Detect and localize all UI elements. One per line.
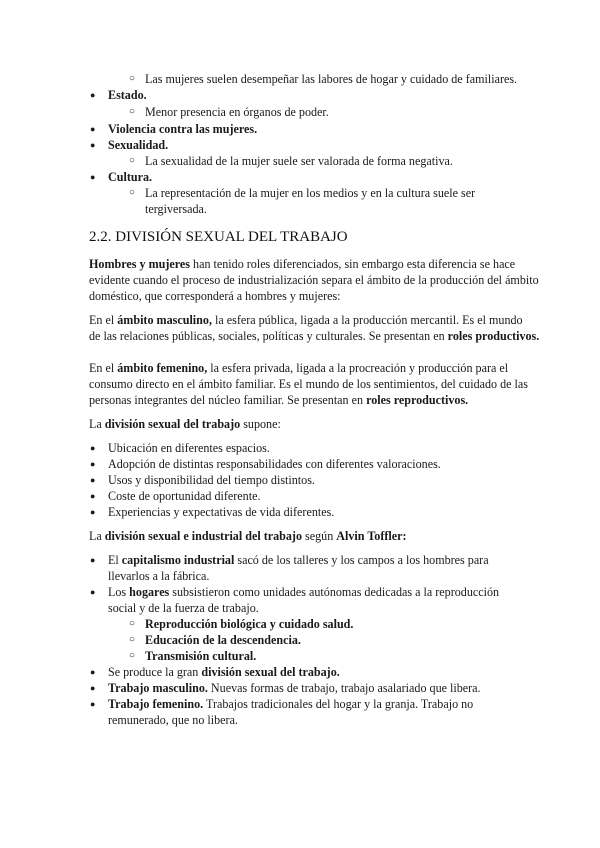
- bold-text: capitalismo industrial: [121, 553, 235, 567]
- bold-text: Trabajo femenino.: [108, 697, 204, 711]
- bullet-disc-icon: ●: [90, 443, 96, 453]
- text-line: [145, 201, 207, 217]
- bullet-disc-icon: ●: [90, 475, 96, 485]
- bullet-disc-icon: ●: [90, 587, 96, 597]
- text-run: social y de la fuerza de trabajo.: [108, 601, 259, 615]
- text-run: 2.2. DIVISIÓN SEXUAL DEL TRABAJO: [89, 229, 348, 245]
- text-run: llevarlos a la fábrica.: [108, 569, 210, 583]
- bold-text: Hombres y mujeres: [89, 257, 190, 271]
- text-line: [108, 712, 238, 728]
- bold-text: hogares: [129, 585, 170, 599]
- bold-text: división sexual e industrial del trabajo: [104, 529, 303, 543]
- bullet-disc-icon: ●: [90, 124, 96, 134]
- text-run: Adopción de distintas responsabilidades con diferentes valoraciones.: [108, 457, 441, 471]
- text-line: [108, 472, 315, 488]
- text-run: Ubicación en diferentes espacios.: [108, 441, 270, 455]
- bullet-disc-icon: ●: [90, 172, 96, 182]
- text-run: supone:: [240, 417, 281, 431]
- bold-text: Violencia contra las mujeres.: [108, 122, 258, 136]
- bold-text: ámbito masculino,: [117, 313, 212, 327]
- text-run: La sexualidad de la mujer suele ser valorada de forma negativa.: [145, 154, 453, 168]
- text-run: Usos y disponibilidad del tiempo distintos.: [108, 473, 315, 487]
- text-run: tergiversada.: [145, 202, 207, 216]
- bullet-disc-icon: ●: [90, 90, 96, 100]
- text-run: la esfera pública, ligada a la producción mercantil. Es el mundo: [211, 313, 523, 327]
- bullet-circle-icon: ○: [129, 650, 136, 661]
- text-line: [108, 488, 260, 504]
- text-run: En el: [89, 361, 118, 375]
- text-run: Menor presencia en órganos de poder.: [145, 105, 329, 119]
- text-run: remunerado, que no libera.: [108, 713, 238, 727]
- text-run: sacó de los talleres y los campos a los hombres para: [234, 553, 489, 567]
- bullet-disc-icon: ●: [90, 699, 96, 709]
- text-line: [108, 169, 152, 185]
- bullet-disc-icon: ●: [90, 555, 96, 565]
- text-line: [145, 185, 475, 201]
- text-run: han tenido roles diferenciados, sin embargo esta diferencia se hace: [190, 257, 516, 271]
- text-run: de las relaciones públicas, sociales, políticas y culturales. Se presentan en: [89, 329, 448, 343]
- text-line: [89, 328, 539, 344]
- text-line: [108, 680, 481, 696]
- bullet-circle-icon: ○: [129, 618, 136, 629]
- bullet-circle-icon: ○: [129, 187, 136, 198]
- bold-text: Trabajo masculino.: [108, 681, 208, 695]
- bold-text: Sexualidad.: [108, 138, 169, 152]
- text-line: [145, 632, 301, 648]
- text-line: [89, 256, 515, 272]
- text-line: [108, 121, 257, 137]
- text-line: [89, 416, 281, 432]
- bullet-disc-icon: ●: [90, 459, 96, 469]
- text-line: [145, 616, 353, 632]
- text-run: Los: [108, 585, 130, 599]
- text-run: El: [108, 553, 122, 567]
- text-line: [145, 71, 517, 87]
- text-line: [145, 153, 453, 169]
- text-line: [108, 696, 473, 712]
- text-line: [108, 664, 340, 680]
- bullet-disc-icon: ●: [90, 683, 96, 693]
- text-line: [89, 272, 539, 288]
- bullet-circle-icon: ○: [129, 73, 136, 84]
- bold-text: roles productivos.: [447, 329, 540, 343]
- text-line: [89, 288, 341, 304]
- text-run: Trabajos tradicionales del hogar y la granja. Trabajo no: [203, 697, 474, 711]
- bullet-circle-icon: ○: [129, 155, 136, 166]
- text-run: La: [89, 417, 105, 431]
- bold-text: Transmisión cultural.: [145, 649, 257, 663]
- text-line: [145, 104, 329, 120]
- text-line: [89, 392, 468, 408]
- text-run: consumo directo en el ámbito familiar. Es el mundo de los sentimientos, del cuidado de las: [89, 377, 528, 391]
- bold-text: Alvin Toffler:: [336, 529, 407, 543]
- text-run: La: [89, 529, 105, 543]
- bullet-disc-icon: ●: [90, 140, 96, 150]
- text-run: Coste de oportunidad diferente.: [108, 489, 261, 503]
- bullet-circle-icon: ○: [129, 634, 136, 645]
- text-line: [89, 376, 528, 392]
- text-line: [108, 600, 259, 616]
- text-line: [108, 504, 334, 520]
- bold-text: Estado.: [108, 88, 147, 102]
- text-line: [108, 584, 499, 600]
- bold-text: Reproducción biológica y cuidado salud.: [145, 617, 354, 631]
- text-run: subsistieron como unidades autónomas dedicadas a la reproducción: [169, 585, 500, 599]
- text-run: doméstico, que corresponderá a hombres y mujeres:: [89, 289, 341, 303]
- text-line: [108, 137, 168, 153]
- text-line: [108, 456, 441, 472]
- bold-text: Educación de la descendencia.: [145, 633, 301, 647]
- text-run: Se produce la gran: [108, 665, 202, 679]
- text-run: En el: [89, 313, 118, 327]
- text-run: Nuevas formas de trabajo, trabajo asalariado que libera.: [207, 681, 481, 695]
- text-line: [108, 87, 147, 103]
- text-line: [108, 440, 270, 456]
- text-line: [89, 312, 523, 328]
- bullet-disc-icon: ●: [90, 491, 96, 501]
- bullet-disc-icon: ●: [90, 667, 96, 677]
- text-run: personas integrantes del núcleo familiar. Se presentan en: [89, 393, 367, 407]
- text-line: [89, 360, 508, 376]
- text-run: según: [302, 529, 337, 543]
- section-heading: [89, 228, 348, 246]
- text-line: [145, 648, 256, 664]
- text-run: La representación de la mujer en los medios y en la cultura suele ser: [145, 186, 476, 200]
- bold-text: división sexual del trabajo.: [201, 665, 340, 679]
- text-run: evidente cuando el proceso de industrialización separa el ámbito de la producción del ámbito: [89, 273, 539, 287]
- bullet-disc-icon: ●: [90, 507, 96, 517]
- bold-text: Cultura.: [108, 170, 153, 184]
- text-run: la esfera privada, ligada a la procreación y producción para el: [207, 361, 509, 375]
- bold-text: roles reproductivos.: [366, 393, 469, 407]
- text-run: Experiencias y expectativas de vida diferentes.: [108, 505, 335, 519]
- text-line: [108, 552, 489, 568]
- text-run: Las mujeres suelen desempeñar las labores de hogar y cuidado de familiares.: [145, 72, 518, 86]
- bold-text: ámbito femenino,: [117, 361, 208, 375]
- bullet-circle-icon: ○: [129, 106, 136, 117]
- bold-text: división sexual del trabajo: [104, 417, 241, 431]
- text-line: [89, 528, 407, 544]
- text-line: [108, 568, 209, 584]
